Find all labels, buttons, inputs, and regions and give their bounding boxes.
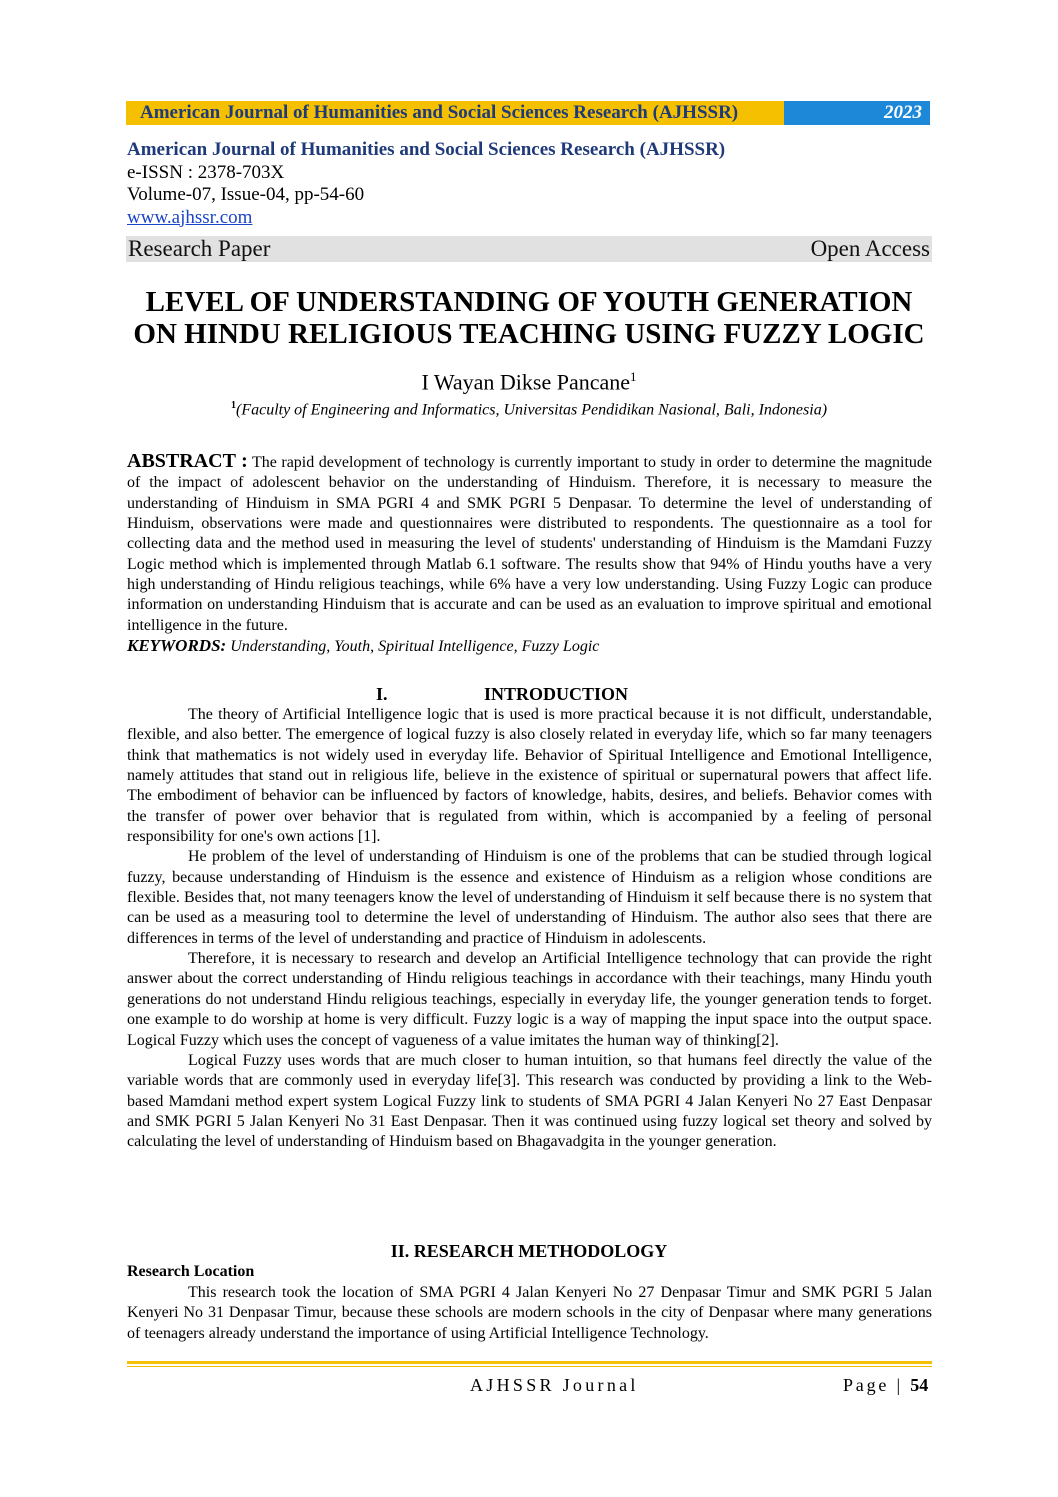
page-number: 54: [910, 1375, 929, 1395]
header-banner: [126, 101, 930, 125]
footer-journal: AJHSSR Journal: [470, 1375, 639, 1395]
abstract: [127, 451, 932, 657]
author-superscript: 1: [630, 369, 637, 384]
abstract-heading: ABSTRACT :: [127, 450, 248, 472]
journal-website-link[interactable]: www.ajhssr.com: [127, 206, 253, 228]
open-access-label: Open Access: [810, 236, 930, 261]
affiliation: [0, 400, 1058, 419]
author: [0, 369, 1058, 395]
journal-info: [127, 139, 725, 229]
methodology-body: [127, 1283, 932, 1344]
research-location-heading: Research Location: [127, 1263, 255, 1280]
affiliation-superscript: 1: [230, 400, 236, 411]
section-number: I.: [376, 684, 388, 704]
keywords-heading: KEYWORDS:: [127, 636, 227, 656]
author-name: I Wayan Dikse Pancane: [421, 369, 631, 395]
introduction-paragraph: The theory of Artificial Intelligence logic that is used is more practical because it is not difficult, understandable, flexible, and also better. The emergence of logical fuzzy is also closely related in everyday life, which so far many teenagers think that mathematics is not widely used in everyday life. Behavior of Spiritual Intelligence and Emotional Intelligence, namely attitudes that stand out in religious life, believe in the existence of spiritual or supernatural powers that affect life. The embodiment of behavior can be influenced by factors of knowledge, habits, desires, and beliefs. Behavior comes with the transfer of power over behavior that is regulated from within, which is accompanied by a feeling of personal responsibility for one's own actions [1].: [127, 706, 932, 846]
banner-journal-name: American Journal of Humanities and Social Sciences Research (AJHSSR): [126, 101, 784, 125]
paper-title: [100, 286, 958, 350]
methodology-paragraph: This research took the location of SMA PGRI 4 Jalan Kenyeri No 27 Denpasar Timur and SMK PGRI 5 Jalan Kenyeri No 31 Denpasar Timur, because these schools are modern schools in the city of Denpasar where many generations of teenagers already understand the importance of using Artificial Intelligence Technology.: [127, 1284, 932, 1342]
keywords: Understanding, Youth, Spiritual Intelligence, Fuzzy Logic: [230, 638, 600, 656]
section-methodology-heading: II. RESEARCH METHODOLOGY: [390, 1241, 668, 1261]
paper-type: Research Paper: [128, 236, 271, 261]
affiliation-text: (Faculty of Engineering and Informatics, Universitas Pendidikan Nasional, Bali, Indonesia): [235, 401, 828, 419]
volume-issue: Volume-07, Issue-04, pp-54-60: [127, 184, 365, 205]
section-title: INTRODUCTION: [484, 684, 629, 704]
introduction-paragraph: He problem of the level of understanding of Hinduism is one of the problems that can be studied through logical fuzzy, because understanding of Hinduism is the essence and existence of Hinduism as a religion whose conditions are flexible. Besides that, not many teenagers know the level of understanding of Hinduism it self because there is no system that can be used as a measuring tool to determine the level of understanding of Hinduism. The author also sees that there are differences in terms of the level of understanding and practice of Hinduism in adolescents.: [127, 848, 932, 947]
abstract-text: The rapid development of technology is currently important to study in order to determine the magnitude of the impact of adolescent behavior on the understanding of Hinduism. Therefore, it is necessary to measure the understanding of Hinduism in SMA PGRI 4 and SMK PGRI 5 Denpasar. To determine the level of understanding of Hinduism, observations were made and questionnaires were distributed to respondents. The questionnaire as a tool for collecting data and the method used in measuring the level of students' understanding of Hinduism is the Mamdani Fuzzy Logic method which is implemented through Matlab 6.1 software. The results show that 94% of Hindu youths have a very high understanding of Hindu religious teachings, while 6% have a very low understanding. Using Fuzzy Logic can produce information on understanding Hinduism that is accurate and can be used as an evaluation to improve spiritual and emotional intelligence in the future.: [127, 454, 932, 634]
banner-year: 2023: [784, 101, 930, 125]
paper-type-bar: [126, 236, 932, 262]
footer-rule-thin: [127, 1366, 932, 1367]
footer-rule-thick: [127, 1361, 932, 1364]
introduction-paragraph: Therefore, it is necessary to research and develop an Artificial Intelligence technology that can provide the right answer about the correct understanding of Hindu religious teachings in accordance with their teachings, many Hindu youth generations do not understand Hindu religious teachings, especially in everyday life, the younger generation tends to forget. one example to do worship at home is very difficult. Fuzzy logic is a way of mapping the input space into the output space. Logical Fuzzy which uses the concept of vagueness of a value imitates the human way of thinking[2].: [127, 950, 932, 1049]
footer-page: [843, 1375, 928, 1396]
introduction-body: [127, 705, 932, 1153]
paper-title-line-2: ON HINDU RELIGIOUS TEACHING USING FUZZY LOGIC: [133, 318, 925, 350]
introduction-paragraph: Logical Fuzzy uses words that are much closer to human intuition, so that humans feel directly the value of the variable words that are commonly used in everyday life[3]. This research was conducted by providing a link to the Web-based Mamdani method expert system Logical Fuzzy link to students of SMA PGRI 4 Jalan Kenyeri No 27 East Denpasar and SMK PGRI 5 Jalan Kenyeri No 31 East Denpasar. Then it was continued using fuzzy logical set theory and solved by calculating the level of understanding of Hinduism based on Bhagavadgita in the younger generation.: [127, 1051, 932, 1151]
eissn: e-ISSN : 2378-703X: [127, 161, 285, 183]
paper-title-line-1: LEVEL OF UNDERSTANDING OF YOUTH GENERATION: [145, 286, 913, 318]
section-introduction-heading: [376, 684, 628, 705]
journal-name: American Journal of Humanities and Social Sciences Research (AJHSSR): [127, 139, 726, 160]
page-label: Page |: [843, 1375, 903, 1395]
